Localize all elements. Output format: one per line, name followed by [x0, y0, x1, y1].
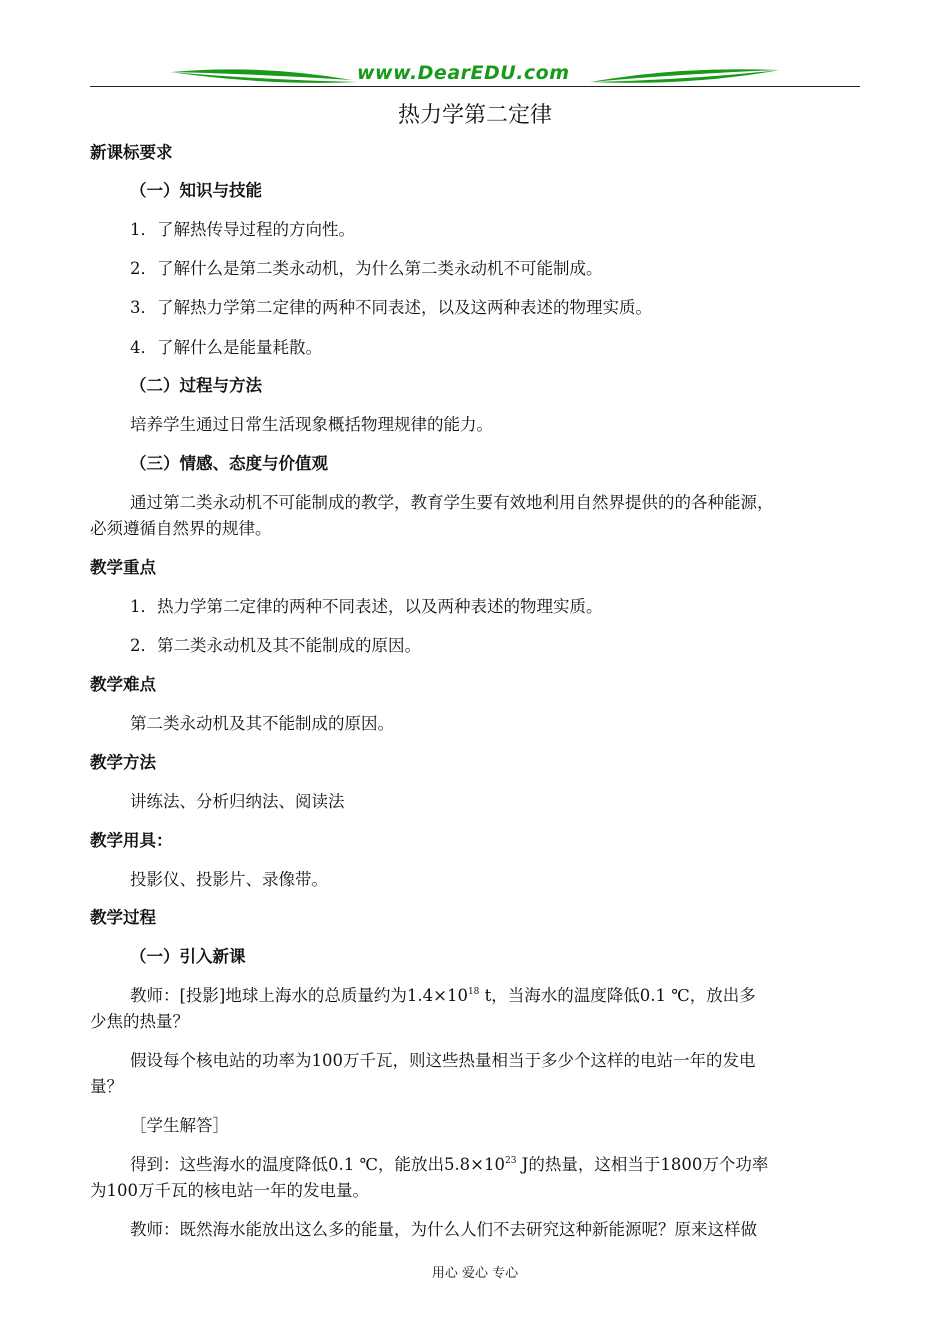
- assumption-line1: 假设每个核电站的功率为100万千瓦，则这些热量相当于多少个这样的电站一年的发电: [130, 1051, 756, 1070]
- knowledge-item-4: 4．了解什么是能量耗散。: [130, 338, 322, 357]
- subheading-process-method: （二）过程与方法: [130, 376, 262, 395]
- subheading-values: （三）情感、态度与价值观: [130, 454, 328, 473]
- page-title: 热力学第二定律: [397, 103, 552, 128]
- heading-method: 教学方法: [90, 753, 156, 772]
- exponent-18: 18: [467, 987, 480, 997]
- teacher-question-line2: 少焦的热量？: [90, 1012, 189, 1031]
- process-method-text: 培养学生通过日常生活现象概括物理规律的能力。: [130, 415, 493, 434]
- result-line1: 得到：这些海水的温度降低0.1 ℃，能放出$5.8\times 10^{23}$ J的热量，这相当于1800万个功率: [130, 1155, 769, 1174]
- key-point-1: 1．热力学第二定律的两种不同表述，以及两种表述的物理实质。: [130, 597, 603, 616]
- subheading-intro: （一）引入新课: [130, 947, 246, 966]
- key-point-2: 2．第二类永动机及其不能制成的原因。: [130, 636, 421, 655]
- heading-difficult-points: 教学难点: [90, 675, 156, 694]
- knowledge-item-2: 2．了解什么是第二类永动机，为什么第二类永动机不可能制成。: [130, 259, 603, 278]
- teacher-followup: 教师：既然海水能放出这么多的能量，为什么人们不去研究这种新能源呢？原来这样做: [130, 1220, 757, 1239]
- result-line2: 为100万千瓦的核电站一年的发电量。: [90, 1181, 369, 1200]
- exponent-23: 23: [505, 1156, 517, 1166]
- knowledge-item-3: 3．了解热力学第二定律的两种不同表述，以及这两种表述的物理实质。: [130, 298, 652, 317]
- heading-teaching-process: 教学过程: [90, 908, 156, 927]
- method-text: 讲练法、分析归纳法、阅读法: [130, 792, 345, 811]
- knowledge-item-1: 1．了解热传导过程的方向性。: [130, 220, 355, 239]
- values-text-line1: 通过第二类永动机不可能制成的教学，教育学生要有效地利用自然界提供的的各种能源，: [130, 493, 774, 512]
- header-rule: [90, 86, 860, 87]
- difficult-point-1: 第二类永动机及其不能制成的原因。: [130, 714, 394, 733]
- subheading-knowledge: （一）知识与技能: [130, 181, 262, 200]
- assumption-line2: 量？: [90, 1077, 123, 1096]
- teacher-question-line1: 教师：[投影]地球上海水的总质量约为$1.4\times 10^{18}$ t，当海水的温度降低0.1 ℃，放出多: [130, 986, 756, 1005]
- tools-text: 投影仪、投影片、录像带。: [130, 870, 328, 889]
- student-answer-label: ［学生解答］: [130, 1116, 229, 1135]
- page-footer: 用心 爱心 专心: [431, 1266, 519, 1281]
- heading-curriculum: 新课标要求: [90, 143, 173, 162]
- heading-key-points: 教学重点: [90, 558, 156, 577]
- heading-tools: 教学用具：: [90, 831, 173, 850]
- site-logo: www.DearEDU.com: [357, 62, 570, 84]
- values-text-line2: 必须遵循自然界的规律。: [90, 519, 272, 538]
